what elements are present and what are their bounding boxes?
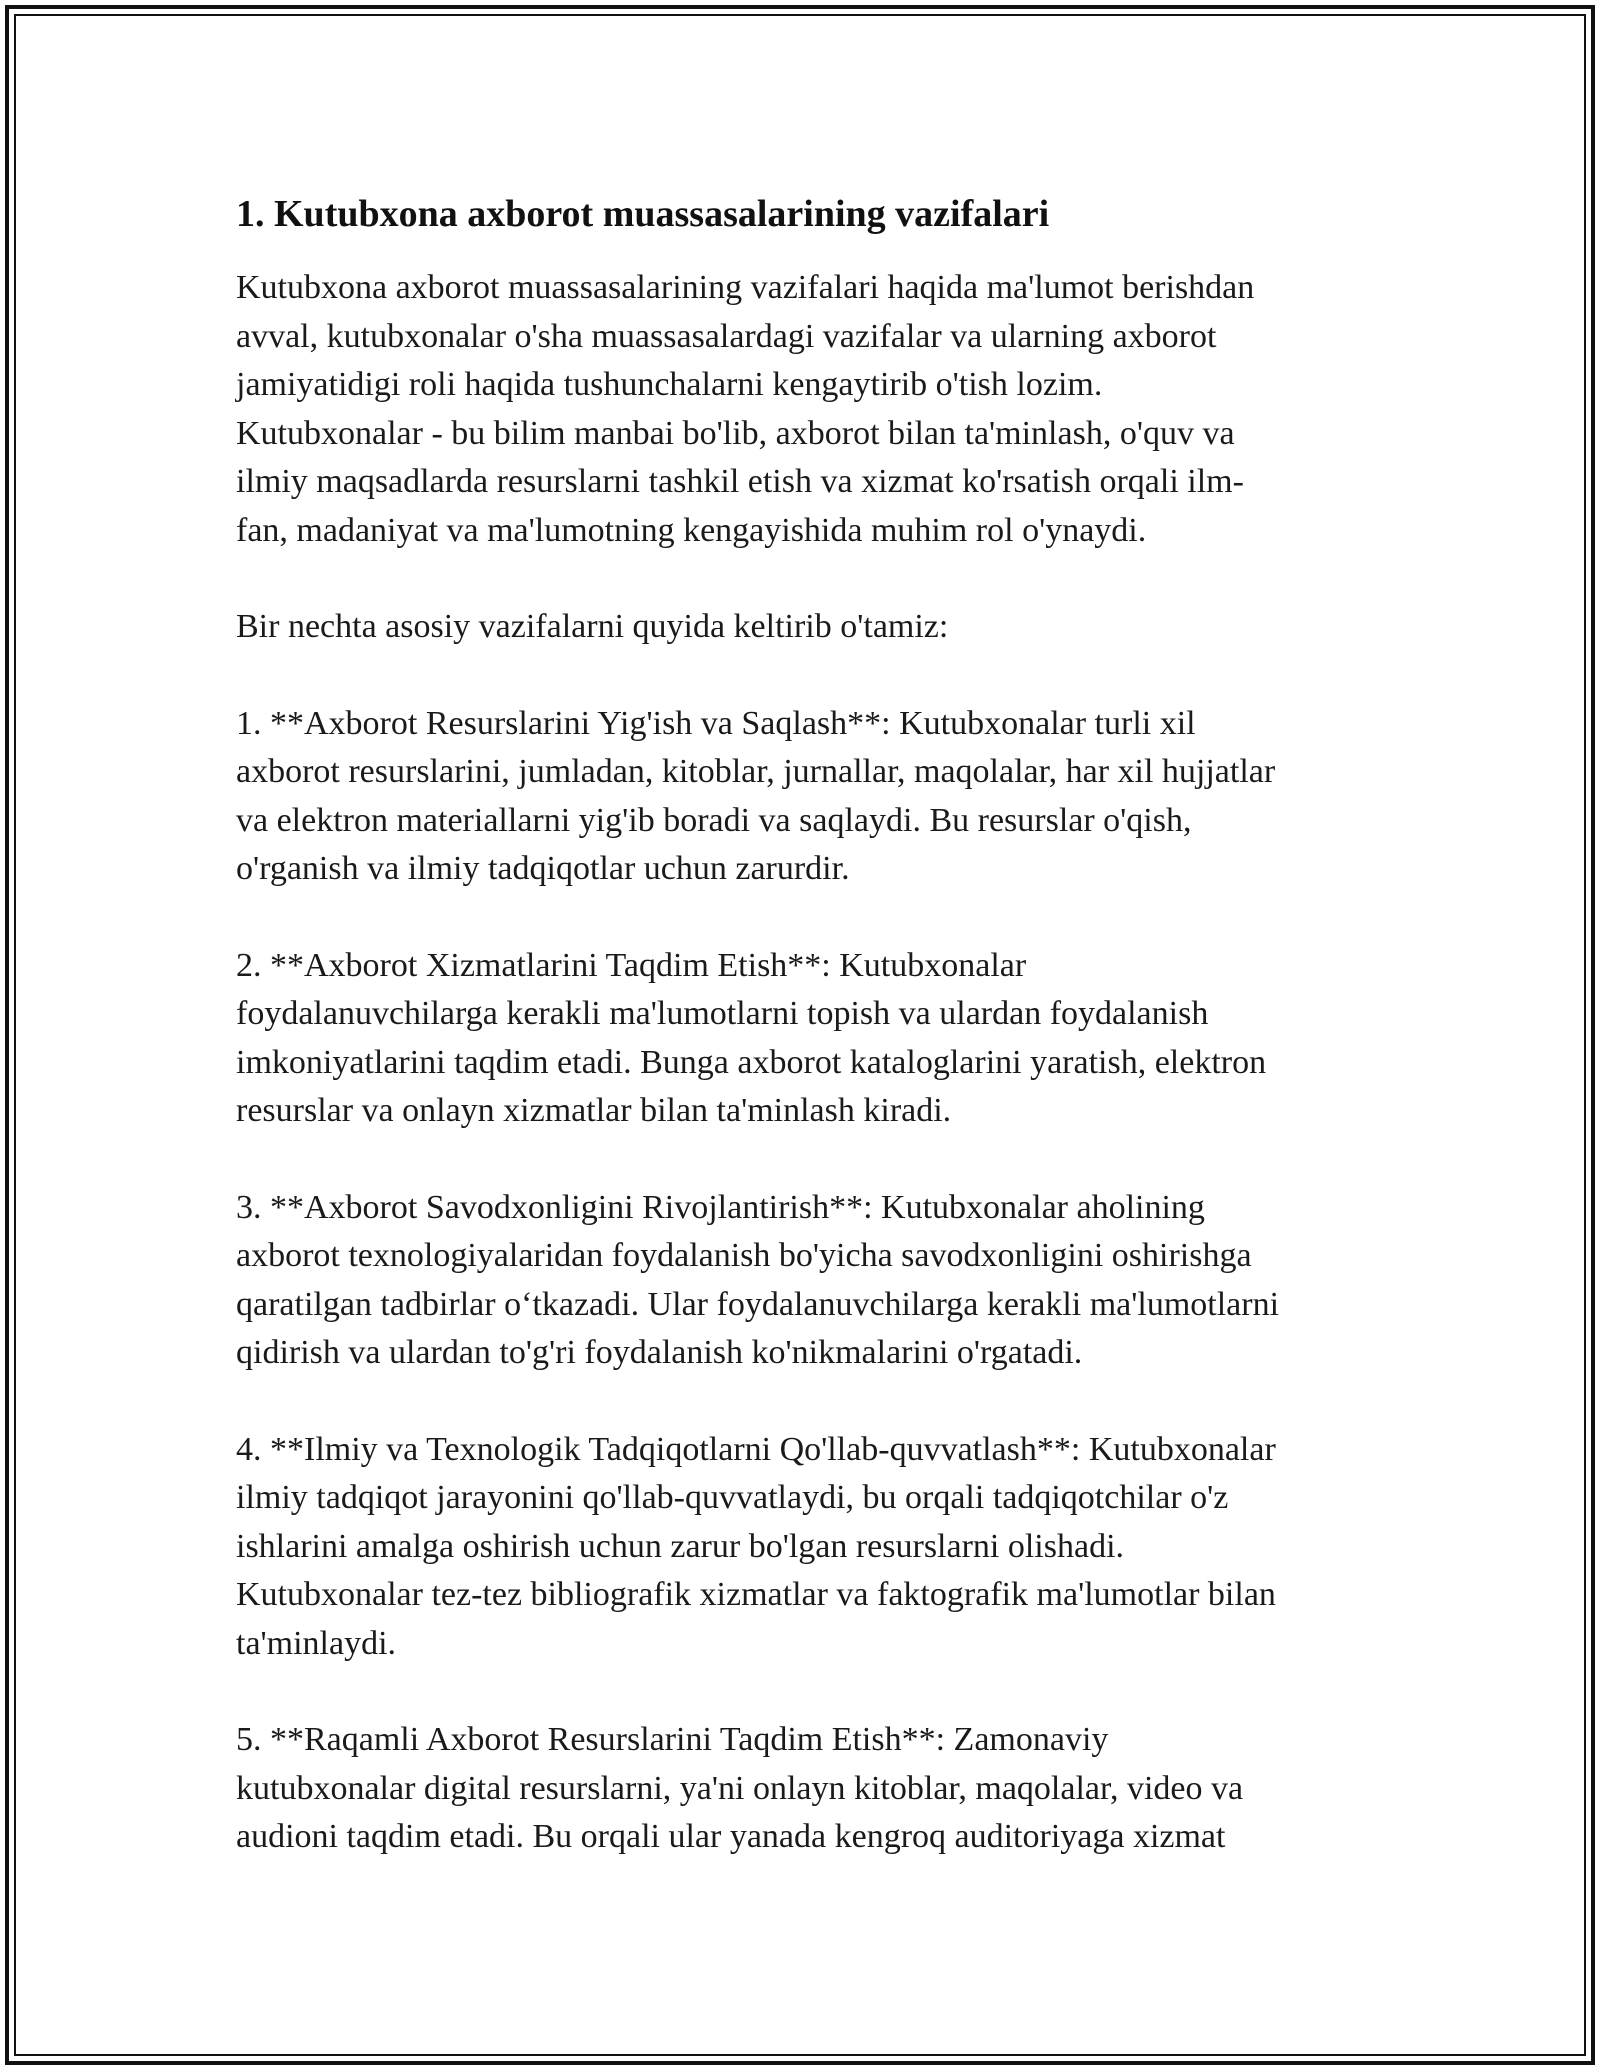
list-item-1-paragraph: [236, 700, 1376, 894]
text-line: imkoniyatlarini taqdim etadi. Bunga axborot kataloglarini yaratish, elektron: [236, 1043, 1267, 1081]
list-intro-paragraph: [236, 603, 1376, 652]
text-line: ilmiy maqsadlarda resurslarni tashkil etish va xizmat ko'rsatish orqali ilm-: [236, 463, 1244, 500]
text-line: axborot texnologiyalaridan foydalanish bo'yicha savodxonligini oshirishga: [236, 1237, 1252, 1274]
text-line: o'rganish va ilmiy tadqiqotlar uchun zarurdir.: [236, 850, 850, 887]
text-line: Kutubxonalar tez-tez bibliografik xizmatlar va faktografik ma'lumotlar bilan: [236, 1576, 1276, 1613]
text-line: Bir nechta asosiy vazifalarni quyida keltirib o'tamiz:: [236, 608, 949, 645]
text-line: 4. **Ilmiy va Texnologik Tadqiqotlarni Qo'llab-quvvatlash**: Kutubxonalar: [236, 1430, 1276, 1468]
text-line: 5. **Raqamli Axborot Resurslarini Taqdim Etish**: Zamonaviy: [236, 1721, 1109, 1758]
text-line: axborot resurslarini, jumladan, kitoblar, jurnallar, maqolalar, har xil hujjatlar: [236, 753, 1276, 790]
text-line: qaratilgan tadbirlar o‘tkazadi. Ular foydalanuvchilarga kerakli ma'lumotlarni: [236, 1285, 1280, 1323]
document-title: 1. Kutubxona axborot muassasalarining vazifalari: [236, 193, 1050, 235]
text-line: Kutubxonalar - bu bilim manbai bo'lib, axborot bilan ta'minlash, o'quv va: [236, 414, 1235, 452]
text-line: va elektron materiallarni yig'ib boradi va saqlaydi. Bu resurslar o'qish,: [236, 801, 1192, 839]
list-item-5-paragraph: [236, 1716, 1376, 1862]
text-line: foydalanuvchilarga kerakli ma'lumotlarni topish va ulardan foydalanish: [236, 995, 1209, 1032]
text-line: kutubxonalar digital resurslarni, ya'ni onlayn kitoblar, maqolalar, video va: [236, 1769, 1244, 1807]
text-line: Kutubxona axborot muassasalarining vazifalari haqida ma'lumot berishdan: [236, 269, 1255, 306]
text-line: ilmiy tadqiqot jarayonini qo'llab-quvvatlaydi, bu orqali tadqiqotchilar o'z: [236, 1479, 1229, 1516]
text-line: fan, madaniyat va ma'lumotning kengayishida muhim rol o'ynaydi.: [236, 511, 1147, 549]
list-item-3-paragraph: [236, 1184, 1376, 1378]
text-line: avval, kutubxonalar o'sha muassasalardagi vazifalar va ularning axborot: [236, 317, 1217, 355]
text-line: qidirish va ulardan to'g'ri foydalanish ko'nikmalarini o'rgatadi.: [236, 1334, 1083, 1371]
text-line: 2. **Axborot Xizmatlarini Taqdim Etish**: Kutubxonalar: [236, 946, 1027, 984]
list-item-2-paragraph: [236, 942, 1376, 1136]
text-line: 1. **Axborot Resurslarini Yig'ish va Saqlash**: Kutubxonalar turli xil: [236, 704, 1196, 742]
document-body: [236, 186, 1376, 1862]
text-line: jamiyatidigi roli haqida tushunchalarni kengaytirib o'tish lozim.: [236, 366, 1103, 403]
text-line: ishlarini amalga oshirish uchun zarur bo'lgan resurslarni olishadi.: [236, 1527, 1125, 1565]
text-line: resurslar va onlayn xizmatlar bilan ta'minlash kiradi.: [236, 1092, 952, 1129]
list-item-4-paragraph: [236, 1426, 1376, 1669]
text-line: 3. **Axborot Savodxonligini Rivojlantirish**: Kutubxonalar aholining: [236, 1188, 1205, 1226]
text-line: ta'minlaydi.: [236, 1624, 397, 1662]
text-line: audioni taqdim etadi. Bu orqali ular yanada kengroq auditoriyaga xizmat: [236, 1818, 1226, 1855]
intro-paragraph: [236, 264, 1376, 555]
